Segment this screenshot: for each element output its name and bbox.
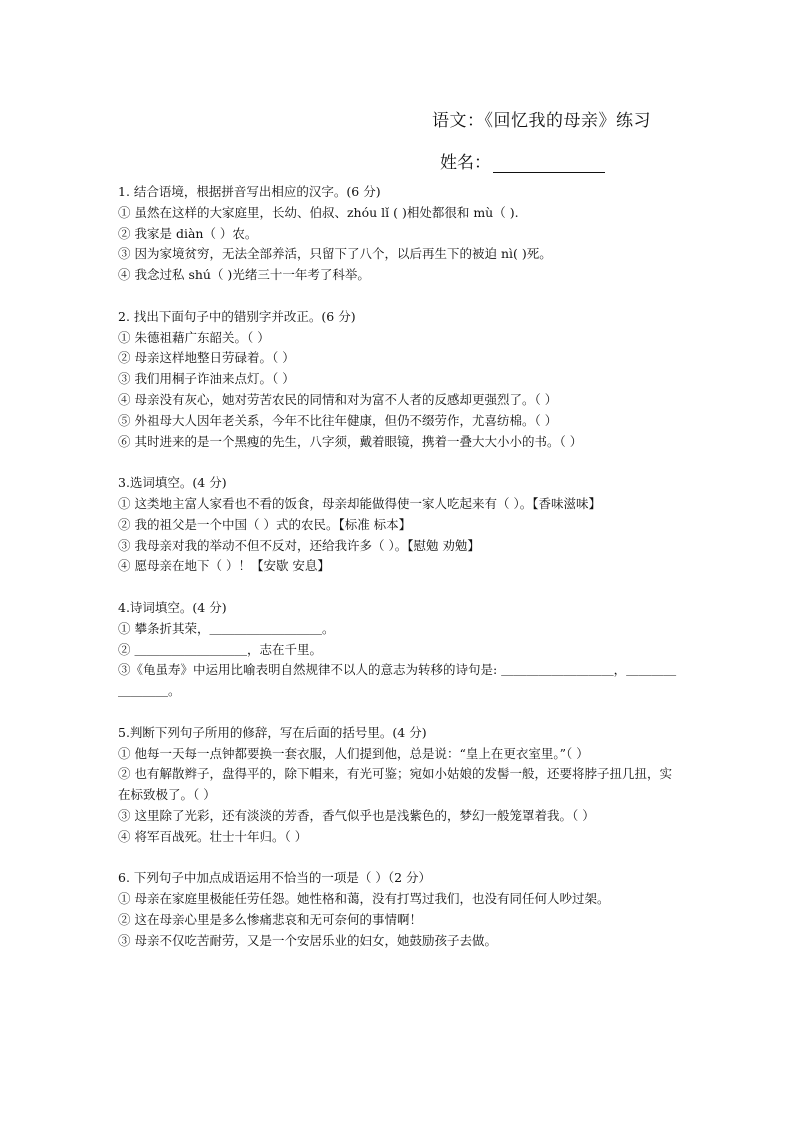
question-item: ① 虽然在这样的大家庭里，长幼、伯叔、zhóu lǐ ( )相处都很和 mù（ ). (118, 204, 519, 220)
question-item: ③《龟虽寿》中运用比喻表明自然规律不以人的意志为转移的诗句是: ＿＿＿＿＿＿＿＿＿，＿＿＿＿＿＿＿＿。 (118, 662, 677, 699)
question-item: ③ 这里除了光彩，还有淡淡的芳香，香气似乎也是浅紫色的，梦幻一般笼罩着我。（ ） (118, 807, 595, 823)
question-6 (118, 868, 678, 951)
page-title: 语文：《回忆我的母亲》练习 (432, 111, 651, 131)
question-3 (118, 473, 678, 577)
question-item: ① 这类地主富人家看也不看的饭食，母亲却能做得使一家人吃起来有（ ）。【香味滋味】 (118, 495, 601, 511)
question-2 (118, 307, 678, 453)
question-title: 5.判断下列句子所用的修辞，写在后面的括号里。(4 分) (118, 724, 427, 740)
name-field-line (440, 148, 605, 173)
question-item: ② 也有解散辫子，盘得平的，除下帽来，有光可鉴；宛如小姑娘的发髻一般，还要将脖子扭几扭，实在标致极了。（ ） (118, 766, 672, 803)
question-title: 2. 找出下面句子中的错别字并改正。(6 分) (118, 308, 356, 324)
question-item: ① 朱德祖藉广东韶关。（ ） (118, 329, 270, 345)
question-item: ① 母亲在家庭里极能任劳任怨。她性格和蔼，没有打骂过我们，也没有同任何人吵过架。 (118, 891, 610, 907)
question-item: ② 我家是 diàn（ ）农。 (118, 225, 258, 241)
question-item: ④ 母亲没有灰心，她对劳苦农民的同情和对为富不人者的反感却更强烈了。（ ） (118, 391, 558, 407)
question-item: ③ 我们用桐子诈油来点灯。（ ） (118, 371, 295, 387)
name-blank (493, 154, 605, 173)
worksheet-body (118, 182, 678, 972)
question-1 (118, 182, 678, 286)
question-item: ④ 将军百战死。壮士十年归。（ ） (118, 828, 308, 844)
question-item: ③ 因为家境贫穷，无法全部养活，只留下了八个，以后再生下的被迫 nì( )死。 (118, 246, 552, 262)
question-title: 3.选词填空。(4 分) (118, 475, 227, 491)
question-item: ② ＿＿＿＿＿＿＿＿＿，志在千里。 (118, 641, 322, 657)
question-item: ② 我的祖父是一个中国（ ）式的农民。【标准 标本】 (118, 516, 412, 532)
question-5 (118, 723, 678, 848)
question-title: 6. 下列句子中加点成语运用不恰当的一项是（ ）（2 分） (118, 870, 432, 886)
question-item: ③ 我母亲对我的举动不但不反对，还给我许多（ ）。【慰勉 劝勉】 (118, 537, 480, 553)
question-item: ① 他每一天每一点钟都要换一套衣服，人们提到他，总是说：“皇上在更衣室里。”（ ） (118, 745, 589, 761)
question-item: ② 这在母亲心里是多么惨痛悲哀和无可奈何的事情啊！ (118, 911, 422, 927)
question-4 (118, 598, 678, 702)
question-item: ② 母亲这样地整日劳碌着。（ ） (118, 350, 295, 366)
question-title: 4.诗词填空。(4 分) (118, 599, 227, 615)
question-item: ④ 愿母亲在地下（ ）！【安歇 安息】 (118, 558, 330, 574)
name-label: 姓名： (440, 153, 491, 173)
question-item: ① 攀条折其荣，＿＿＿＿＿＿＿＿＿。 (118, 620, 335, 636)
question-item: ④ 我念过私 shú（ )光绪三十一年考了科举。 (118, 267, 370, 283)
question-title: 1. 结合语境，根据拼音写出相应的汉字。(6 分) (118, 184, 381, 199)
question-item: ⑤ 外祖母大人因年老关系，今年不比往年健康，但仍不缀劳作，尤喜纺棉。（ ） (118, 412, 558, 428)
question-item: ⑥ 其时进来的是一个黑瘦的先生，八字须，戴着眼镜，携着一叠大大小小的书。（ ） (118, 433, 583, 449)
question-item: ③ 母亲不仅吃苦耐劳，又是一个安居乐业的妇女，她鼓励孩子去做。 (118, 932, 497, 948)
